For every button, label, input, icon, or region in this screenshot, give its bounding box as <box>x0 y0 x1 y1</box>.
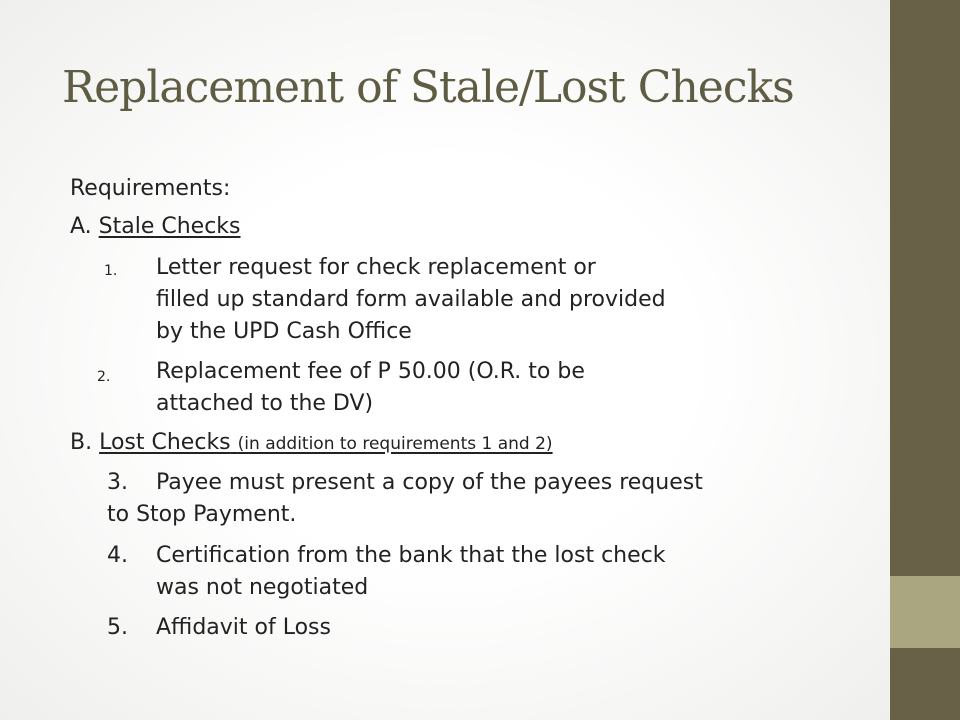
item-4-number: 4. <box>107 543 128 568</box>
item-1-line-1: Letter request for check replacement or <box>156 255 596 280</box>
section-b-note: (in addition to requirements 1 and 2) <box>237 434 553 454</box>
section-a-title: Stale Checks <box>98 214 241 239</box>
side-bar-accent <box>890 576 960 648</box>
item-1-line-2: filled up standard form available and provided <box>156 287 666 312</box>
requirements-label: Requirements: <box>70 176 231 201</box>
side-bar-bottom <box>890 648 960 720</box>
item-1-line-3: by the UPD Cash Office <box>156 319 412 344</box>
item-5-number: 5. <box>107 615 128 640</box>
item-2-line-2: attached to the DV) <box>156 391 374 416</box>
section-b-heading <box>70 427 553 460</box>
item-2-line-1: Replacement fee of P 50.00 (O.R. to be <box>156 359 585 384</box>
item-3-number: 3. <box>107 470 128 495</box>
slide-title: Replacement of Stale/Lost Checks <box>62 62 794 113</box>
section-b-letter: B. <box>70 430 93 455</box>
section-a-heading <box>70 211 241 242</box>
item-1-number: 1. <box>104 263 118 279</box>
section-a-letter: A. <box>70 214 92 239</box>
item-4-line-1: Certification from the bank that the lost check <box>156 543 666 568</box>
section-b-title: Lost Checks (in addition to requirements 1 and 2) <box>99 430 553 455</box>
item-3-line-1: Payee must present a copy of the payees request <box>156 470 703 495</box>
side-bar-top <box>890 0 960 576</box>
item-2-number: 2. <box>97 369 111 385</box>
item-5-line-1: Affidavit of Loss <box>156 615 331 640</box>
item-4-line-2: was not negotiated <box>156 575 369 600</box>
item-3-line-2: to Stop Payment. <box>107 502 297 527</box>
